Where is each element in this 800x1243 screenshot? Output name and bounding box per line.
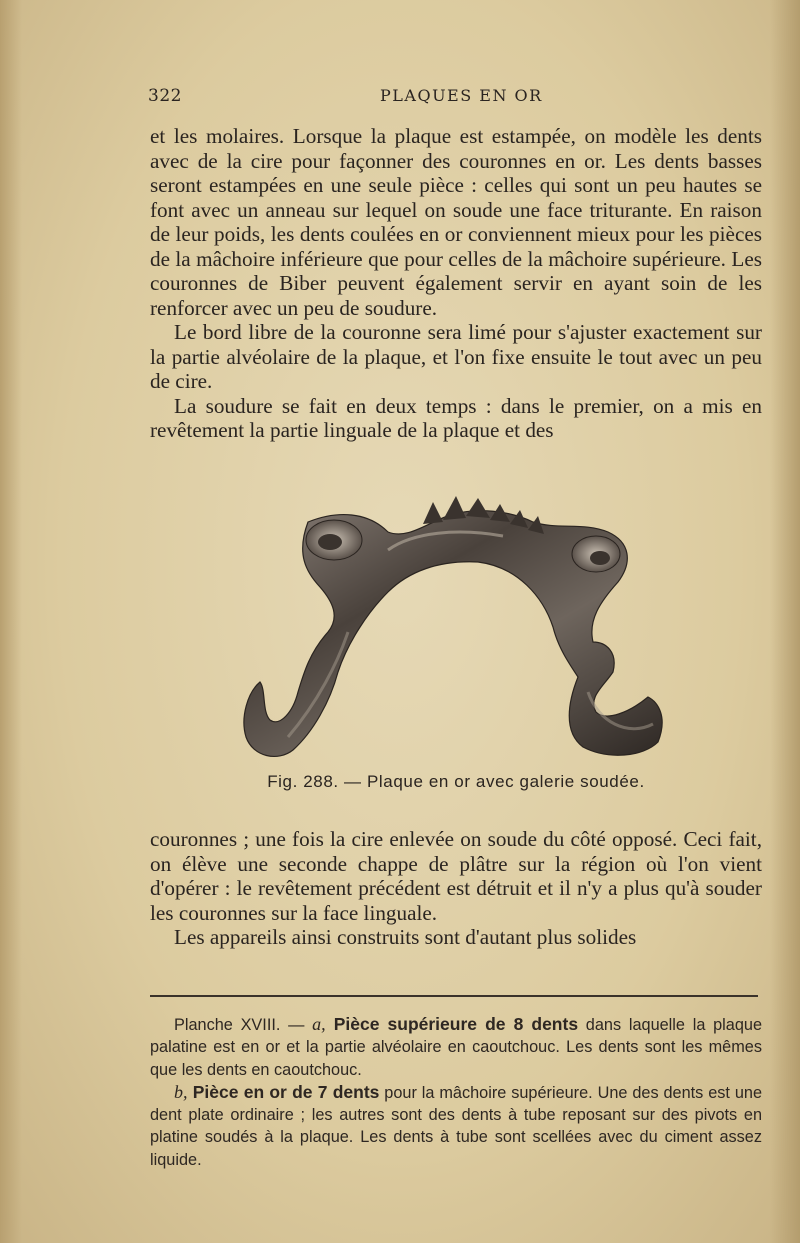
figure-caption: Fig. 288. — Plaque en or avec galerie soudée. xyxy=(267,772,645,791)
running-head: PLAQUES EN OR xyxy=(380,86,543,105)
footnote-paragraph xyxy=(150,1081,762,1171)
item-letter: a, xyxy=(312,1014,326,1034)
item-title: Pièce en or de 7 dents xyxy=(187,1081,380,1102)
page-number: 322 xyxy=(148,86,182,106)
body-text-bottom xyxy=(150,827,762,950)
item-letter: b, xyxy=(174,1081,188,1102)
gold-plate-illustration xyxy=(238,492,678,764)
page-edge-shadow-right xyxy=(770,0,800,1243)
footnote-separator-rule xyxy=(150,995,758,997)
page-edge-shadow-left xyxy=(0,0,22,1243)
paragraph: et les molaires. Lorsque la plaque est estampée, on modèle les dents avec de la cire pour façonner des couronnes en or. Les dents basses seront estampées en une seule pièce : celles qui sont un peu hautes se font avec un anneau sur lequel on soude une face triturante. En raison de leur poids, les dents coulées en or conviennent mieux pour les pièces de la mâchoire inférieure que pour celles de la mâchoire supérieure. Les couronnes de Biber peuvent également servir en ayant soin de les renforcer avec un peu de soudure. xyxy=(150,124,762,320)
page-header xyxy=(148,86,760,114)
item-description: pour la mâchoire supérieure. Une des dents est une dent plate ordinaire ; les autres sont des dents à tube reposant sur des pivots en platine soudés à la plaque. Les dents à tube sont scellées avec du ciment assez liquide. xyxy=(150,1083,762,1169)
paragraph: Les appareils ainsi construits sont d'autant plus solides xyxy=(174,925,637,949)
item-title: Pièce supérieure de 8 dents xyxy=(325,1014,579,1034)
paragraph: Le bord libre de la couronne sera limé pour s'ajuster exactement sur la partie alvéolaire de la plaque, et l'on fixe ensuite le tout avec un peu de cire. xyxy=(150,320,762,393)
body-text-top xyxy=(150,124,762,443)
item-description: dans laquelle la plaque palatine est en or et la partie alvéolaire en caoutchouc. Les dents sont les mêmes que les dents en caoutchouc. xyxy=(150,1016,762,1079)
footnote-paragraph xyxy=(150,1013,762,1081)
plate-reference: Planche XVIII. — xyxy=(174,1016,313,1034)
paragraph: La soudure se fait en deux temps : dans le premier, on a mis en revêtement la partie linguale de la plaque et des xyxy=(150,393,762,442)
footnote xyxy=(150,1013,762,1171)
paragraph: couronnes ; une fois la cire enlevée on soude du côté opposé. Ceci fait, on élève une seconde chappe de plâtre sur la région où l'on vient d'opérer : le revêtement précédent est détruit et il n'y a plus qu'à souder les couronnes sur la face linguale. xyxy=(150,827,762,925)
